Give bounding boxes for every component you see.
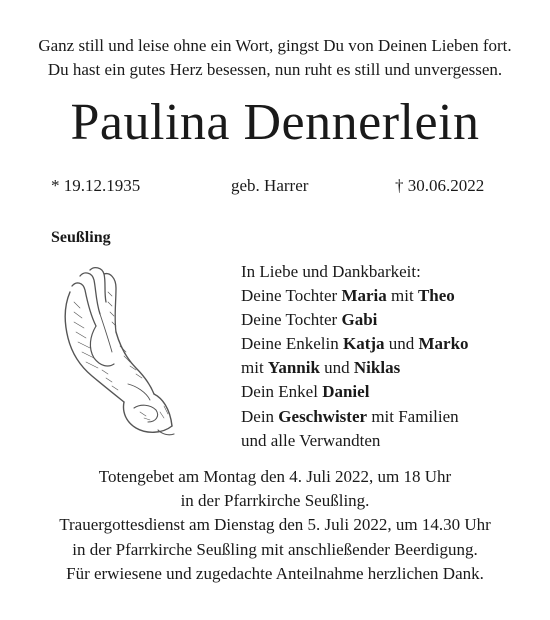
- family-intro: In Liebe und Dankbarkeit:: [241, 262, 421, 281]
- family-line: [241, 429, 469, 453]
- birth-date: * 19.12.1935: [51, 176, 141, 195]
- family-line-text: Dein Enkel: [241, 382, 323, 402]
- family-line-text: und alle Verwandten: [241, 430, 381, 450]
- family-line: [241, 405, 469, 429]
- family-member-name: Yannik: [267, 358, 320, 378]
- family-members: [241, 284, 469, 453]
- family-line: [241, 356, 469, 380]
- memorial-verse: [0, 34, 550, 82]
- deceased-name: Paulina Dennerlein: [70, 94, 480, 151]
- service-line-1: Totengebet am Montag den 4. Juli 2022, um 18 Uhr: [98, 467, 452, 486]
- service-line-2: in der Pfarrkirche Seußling.: [180, 491, 370, 511]
- family-line-text: Dein: [241, 406, 279, 426]
- praying-hands-icon: [50, 262, 180, 442]
- service-line-4: in der Pfarrkirche Seußling mit anschließender Beerdigung.: [72, 539, 478, 559]
- verse-line-1: Ganz still und leise ohne ein Wort, gingst Du von Deinen Lieben fort.: [38, 36, 512, 55]
- family-member-name: Katja: [342, 334, 385, 354]
- service-line-3: Trauergottesdienst am Dienstag den 5. Juli 2022, um 14.30 Uhr: [59, 515, 491, 535]
- family-line-text: mit: [241, 358, 268, 378]
- family-member-name: Maria: [341, 286, 387, 306]
- family-member-name: Daniel: [322, 382, 370, 402]
- place-name: Seußling: [51, 229, 111, 246]
- family-member-name: Marko: [418, 334, 469, 354]
- family-list: [241, 260, 469, 453]
- verse-line-2: Du hast ein gutes Herz besessen, nun ruht es still und unvergessen.: [47, 60, 503, 79]
- family-line-text: mit: [386, 286, 418, 306]
- family-member-name: Geschwister: [278, 406, 368, 426]
- family-member-name: Niklas: [353, 358, 401, 378]
- family-line: [241, 332, 469, 356]
- family-member-name: Theo: [417, 286, 455, 306]
- family-line-text: Deine Tochter: [241, 310, 342, 330]
- family-member-name: Gabi: [341, 310, 378, 330]
- service-info: [0, 465, 550, 586]
- family-line-text: mit Familien: [367, 406, 459, 426]
- family-line-text: und: [319, 358, 354, 378]
- service-line-5: Für erwiesene und zugedachte Anteilnahme herzlichen Dank.: [66, 563, 484, 583]
- family-line: [241, 308, 469, 332]
- death-date: † 30.06.2022: [395, 176, 485, 195]
- family-line-text: und: [384, 334, 419, 354]
- family-line: [241, 284, 469, 308]
- family-line-text: Deine Enkelin: [241, 334, 343, 354]
- family-line-text: Deine Tochter: [241, 286, 342, 306]
- family-line: [241, 380, 469, 404]
- maiden-name: geb. Harrer: [231, 176, 309, 195]
